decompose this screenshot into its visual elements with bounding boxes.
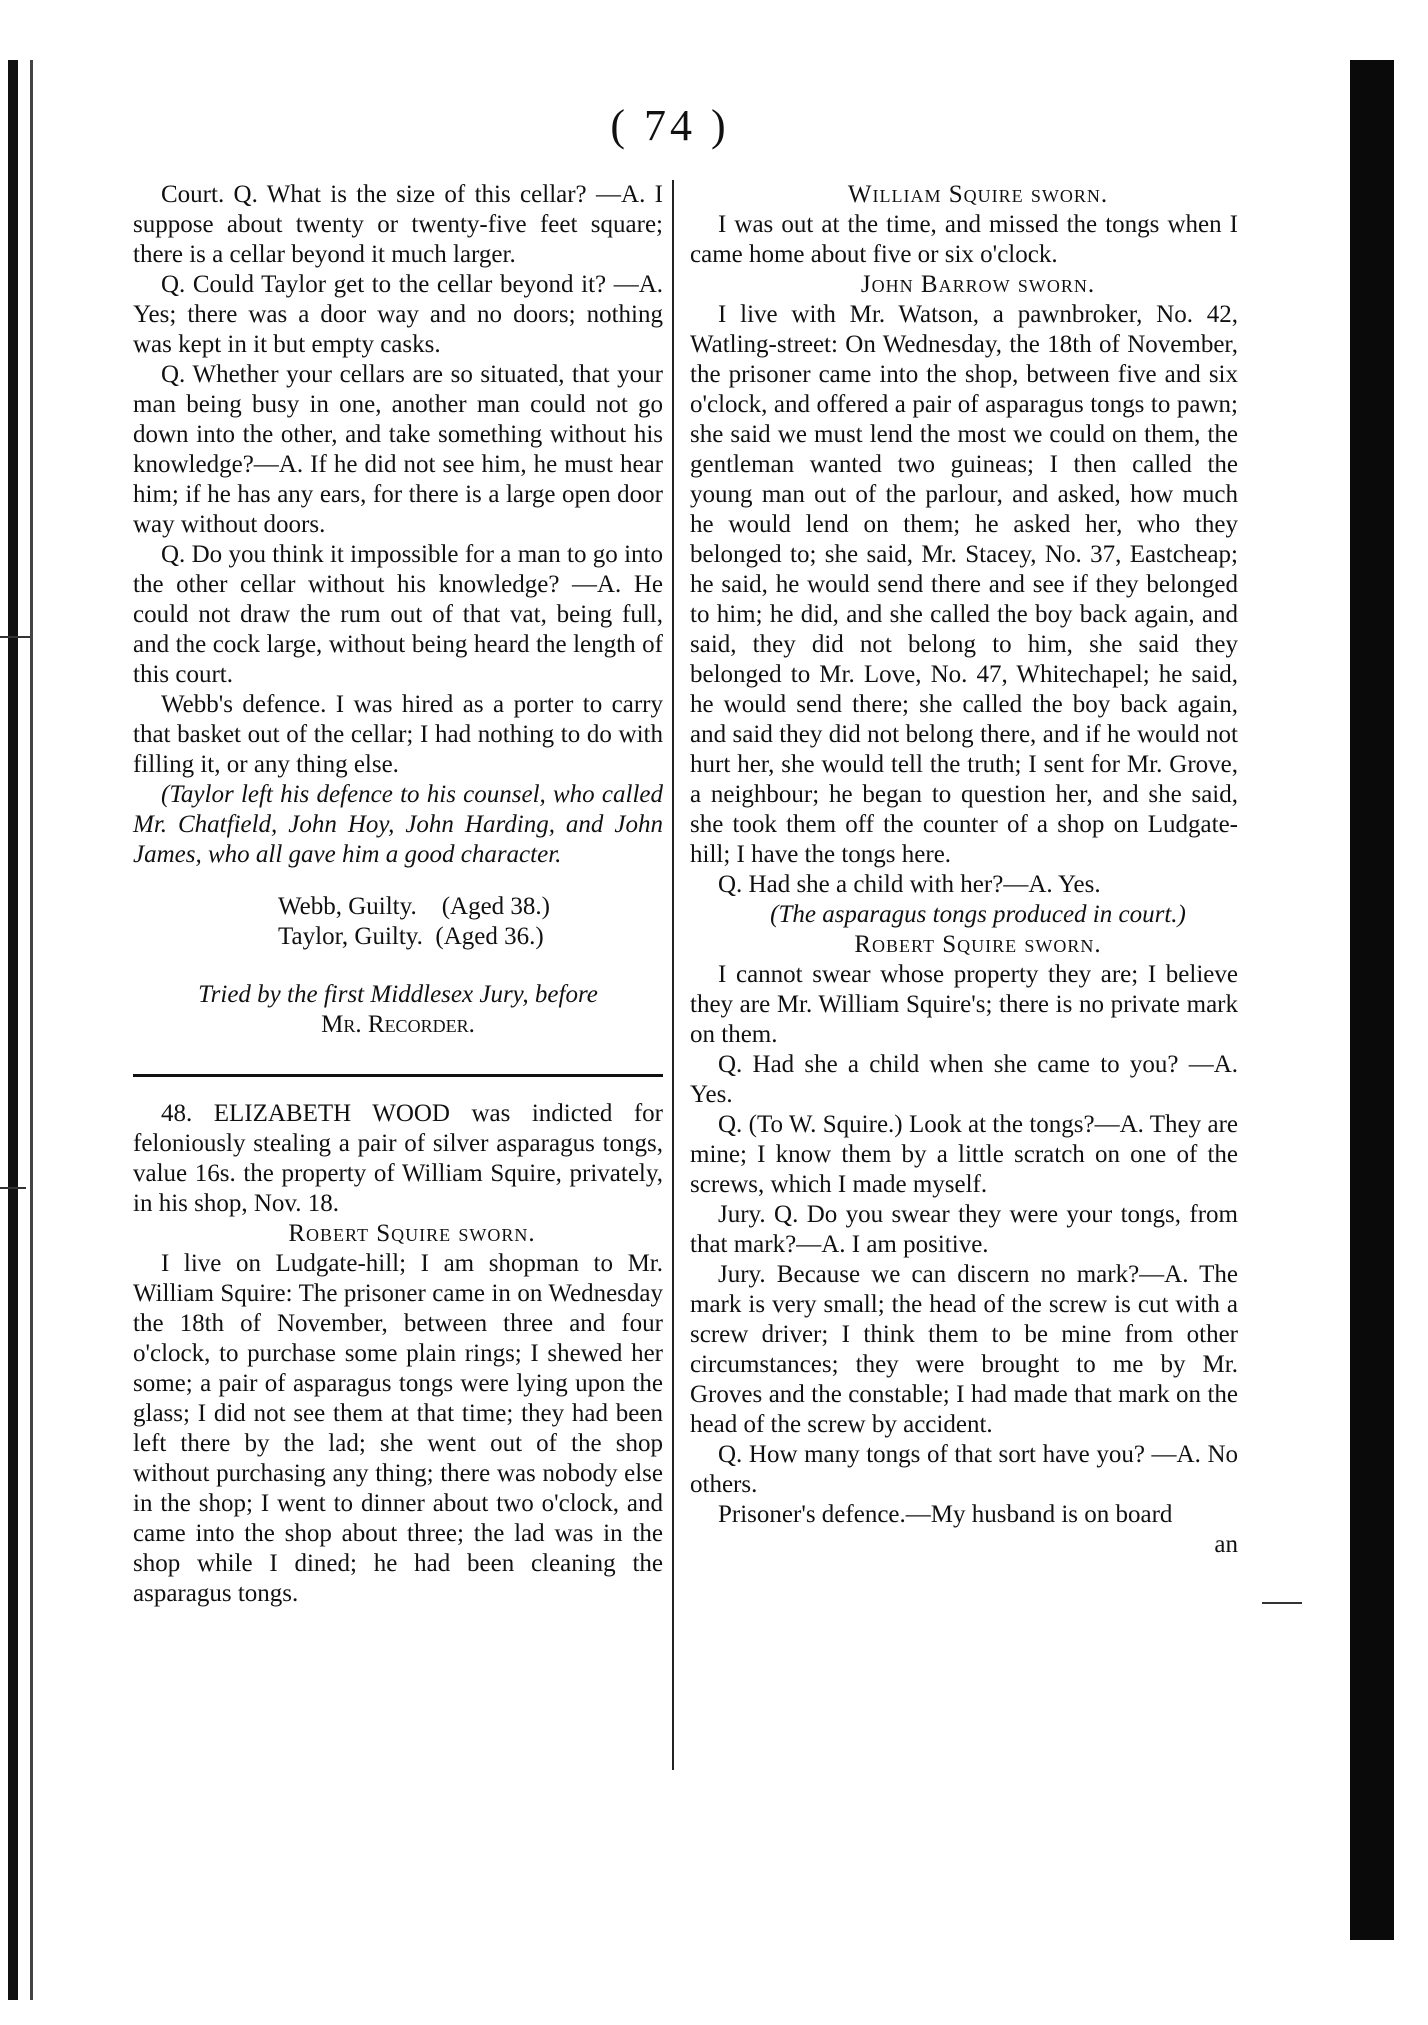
paragraph: I live on Ludgate-hill; I am shopman to Mr. William Squire: The prisoner came in on Wednesday the 18th of November, between three and four o'clock, to purchase some plain rings; I shewed her some; a pair of asparagus tongs were lying upon the glass; I did not see them at that time; they had been left there by the lad; she went out of the shop without purchasing any thing; there was nobody else in the shop; I went to dinner about two o'clock, and came into the shop about three; the lad was in the shop while I dined; he had been cleaning the asparagus tongs. [133,1250,663,1607]
paragraph: I was out at the time, and missed the tongs when I came home about five or six o'clock. [690,211,1238,268]
page-edge-left [8,60,18,2000]
paragraph: Q. Could Taylor get to the cellar beyond it? —A. Yes; there was a door way and no doors; nothing was kept in it but empty casks. [133,271,663,358]
paragraph: Jury. Q. Do you swear they were your tongs, from that mark?—A. I am positive. [690,1201,1238,1258]
paragraph: I cannot swear whose property they are; I believe they are Mr. William Squire's; there is no private mark on them. [690,961,1238,1048]
witness-heading: William Squire sworn. [847,181,1109,208]
witness-heading: Robert Squire sworn. [854,931,1102,958]
catchword: an [1214,1531,1238,1558]
tried-line: Mr. Recorder. [321,1011,475,1038]
paragraph: Court. Q. What is the size of this cellar? —A. I suppose about twenty or twenty-five feet square; there is a cellar beyond it much larger. [133,181,663,268]
paragraph: Prisoner's defence.—My husband is on board [718,1501,1173,1528]
paragraph: Q. Had she a child when she came to you? —A. Yes. [690,1051,1238,1108]
verdict-block [133,892,663,952]
tried-line: Tried by the first Middlesex Jury, before [198,981,598,1008]
column-divider [672,180,674,1770]
margin-tick [0,1187,26,1189]
tried-note [133,980,663,1040]
paragraph: I live with Mr. Watson, a pawnbroker, No. 42, Watling-street: On Wednesday, the 18th of November, the prisoner came into the shop, between five and six o'clock, and offered a pair of asparagus tongs to pawn; she said we must lend the most we could on them, the gentleman wanted two guineas; I then called the young man out of the parlour, and asked, how much he would lend on them; he asked her, who they belonged to; she said, Mr. Stacey, No. 37, Eastcheap; he said, he would send there and see if they belonged to him; he did, and she called the boy back again, and said, they did not belong to him, she said they belonged to Mr. Love, No. 47, Whitechapel; he said, he would send there; she called the boy back again, and said they did not belong there, and if he would not hurt her, she would tell the truth; I sent for Mr. Grove, a neighbour; he began to question her, and she said, she took them off the counter of a shop on Ludgate-hill; I have the tongs here. [690,301,1238,868]
margin-tick [0,636,30,638]
left-column [133,180,663,1609]
witness-heading: John Barrow sworn. [860,271,1096,298]
case-heading: 48. ELIZABETH WOOD was indicted for feloniously stealing a pair of silver asparagus tongs, value 16s. the property of William Squire, privately, in his shop, Nov. 18. [133,1100,663,1217]
verdict-line: Taylor, Guilty. (Aged 36.) [278,923,544,950]
page-edge-right [1350,60,1394,1940]
verdict-line: Webb, Guilty. (Aged 38.) [278,893,551,920]
paragraph: Q. Do you think it impossible for a man to go into the other cellar without his knowledge? —A. He could not draw the rum out of that vat, being full, and the cock large, without being heard the length of this court. [133,541,663,688]
court-note: (The asparagus tongs produced in court.) [770,901,1186,928]
paragraph: Q. How many tongs of that sort have you? —A. No others. [690,1441,1238,1498]
paragraph: Q. Whether your cellars are so situated, that your man being busy in one, another man could not go down into the other, and take something without his knowledge?—A. If he did not see him, he must hear him; if he has any ears, for there is a large open door way without doors. [133,361,663,538]
section-rule [133,1074,663,1077]
counsel-note: (Taylor left his defence to his counsel, who called Mr. Chatfield, John Hoy, John Harding, and John James, who all gave him a good character. [133,781,663,868]
witness-heading: Robert Squire sworn. [288,1220,536,1247]
page-number: ( 74 ) [610,101,730,150]
paragraph: Q. (To W. Squire.) Look at the tongs?—A. They are mine; I know them by a little scratch on one of the screws, which I made myself. [690,1111,1238,1198]
paragraph: Q. Had she a child with her?—A. Yes. [718,871,1101,898]
right-column [690,180,1238,1560]
page-edge-left-inner [30,60,33,2000]
paragraph: Jury. Because we can discern no mark?—A. The mark is very small; the head of the screw is cut with a screw driver; I think them to be mine from other circumstances; they were brought to me by Mr. Groves and the constable; I had made that mark on the head of the screw by accident. [690,1261,1238,1438]
paragraph: Webb's defence. I was hired as a porter to carry that basket out of the cellar; I had nothing to do with filling it, or any thing else. [133,691,663,778]
margin-tick [1262,1602,1302,1604]
